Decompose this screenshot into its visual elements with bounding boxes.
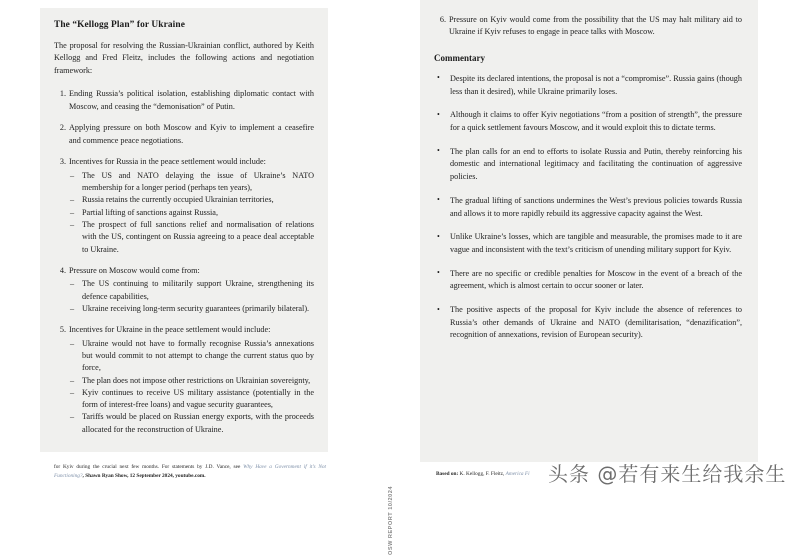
list-item-number: 2. — [59, 123, 66, 133]
list-item-number: 3. — [59, 157, 66, 167]
sub-list-item: – The prospect of full sanctions relief and normalisation of relations with the US, contingent on Russia agreeing to a peace deal acceptable to Ukraine. — [69, 219, 314, 256]
commentary-item: • Although it claims to offer Kyiv negotiations “from a position of strength”, the pressure for a quick settlement favours Moscow, and it would exploit this to dictate terms. — [434, 109, 742, 134]
sub-list — [69, 338, 314, 436]
list-item-number: 6. — [439, 15, 446, 24]
sub-list — [69, 278, 314, 315]
commentary-list — [434, 73, 742, 342]
sub-list-item: – Tariffs would be placed on Russian energy exports, with the proceeds allocated for the reconstruction of Ukraine. — [69, 411, 314, 436]
sub-list-item: – The US and NATO delaying the issue of Ukraine’s NATO membership for a longer period (perhaps ten years), — [69, 170, 314, 195]
list-item — [54, 324, 314, 436]
watermark-overlay: 头条 @若有来生给我余生 — [548, 462, 787, 486]
footnote-left — [54, 463, 326, 480]
footnote-link[interactable]: Why Have a Government if it’s Not Functioning? — [54, 464, 326, 479]
sub-list-item: – Russia retains the currently occupied Ukrainian territories, — [69, 194, 314, 206]
based-on-label: Based on: — [436, 471, 459, 477]
right-page — [400, 0, 800, 500]
list-item-text: Ending Russia’s political isolation, establishing diplomatic contact with Moscow, and ceasing the “demonisation” of Putin. — [69, 89, 314, 111]
sub-list — [69, 170, 314, 256]
list-item-text: Applying pressure on both Moscow and Kyiv to implement a ceasefire and commence peace negotiations. — [69, 123, 314, 145]
based-on-authors: K. Kellogg, F. Fleitz, — [458, 471, 506, 477]
sub-list-item: – Ukraine would not have to formally recognise Russia’s annexations but would commit to not attempt to change the current status quo by force, — [69, 338, 314, 375]
commentary-item: • Despite its declared intentions, the proposal is not a “compromise”. Russia gains (though less than it desired), while Ukraine primarily loses. — [434, 73, 742, 98]
footnote-lead: for Kyiv during the crucial next few months. For statements by J.D. Vance, see — [54, 464, 244, 470]
sub-list-item: – The plan does not impose other restrictions on Ukrainian sovereignty, — [69, 375, 314, 387]
commentary-item: • The positive aspects of the proposal for Kyiv include the absence of references to Russia’s other demands of Ukraine and NATO (demilitarisation, “denazification”, recognition of annexations, revision of European security). — [434, 304, 742, 342]
numbered-list-continued — [434, 14, 742, 39]
list-item — [54, 88, 314, 113]
footnote-tail: , Shawn Ryan Show, 12 September 2024, youtube.com. — [82, 472, 206, 479]
commentary-item: • The plan calls for an end to efforts to isolate Russia and Putin, thereby reinforcing his domestic and international legitimacy and facilitating the continuation of aggressive policies. — [434, 146, 742, 184]
list-item — [54, 265, 314, 315]
intro-paragraph: The proposal for resolving the Russian-Ukrainian conflict, authored by Keith Kellogg and Fred Fleitz, includes the following actions and negotiation framework: — [54, 41, 314, 75]
list-item — [54, 122, 314, 147]
based-on-title[interactable]: America Fi — [505, 471, 530, 477]
commentary-item: • Unlike Ukraine’s losses, which are tangible and measurable, the promises made to it are vague and inconsistent with the text’s criticism of unending military support for Kyiv. — [434, 231, 742, 256]
sub-list-item: – Kyiv continues to receive US military assistance (potentially in the form of interest-free loans) and vague security guarantees, — [69, 387, 314, 412]
sub-list-item: – Partial lifting of sanctions against Russia, — [69, 207, 314, 219]
list-item — [54, 156, 314, 256]
list-item — [434, 14, 742, 39]
list-item-number: 5. — [59, 325, 66, 335]
list-item-text: Incentives for Ukraine in the peace settlement would include: — [69, 325, 271, 335]
list-item-number: 1. — [59, 89, 66, 99]
sub-list-item: – Ukraine receiving long-term security guarantees (primarily bilateral). — [69, 303, 314, 315]
numbered-list — [54, 88, 314, 436]
commentary-heading: Commentary — [434, 52, 485, 63]
commentary-item: • The gradual lifting of sanctions undermines the West’s previous policies towards Russia and allows it to more rapidly rebuild its aggressive capacity against the West. — [434, 195, 742, 220]
list-item-number: 4. — [59, 265, 66, 275]
sub-list-item: – The US continuing to militarily support Ukraine, strengthening its defence capabilities, — [69, 278, 314, 303]
footnote-right — [436, 470, 746, 479]
list-item-text: Pressure on Moscow would come from: — [69, 265, 200, 275]
list-item-text: Incentives for Russia in the peace settlement would include: — [69, 157, 266, 167]
commentary-item: • There are no specific or credible penalties for Moscow in the event of a breach of the agreement, which is almost certain to occur sooner or later. — [434, 268, 742, 293]
list-item-text: Pressure on Kyiv would come from the possibility that the US may halt military aid to Ukraine if Kyiv refuses to engage in peace talks with Moscow. — [449, 15, 742, 37]
left-content-panel — [40, 8, 328, 452]
right-content-panel — [420, 0, 758, 462]
report-side-label: OSW REPORT 10/2024 — [388, 486, 394, 555]
page-title: The “Kellogg Plan” for Ukraine — [54, 20, 185, 30]
